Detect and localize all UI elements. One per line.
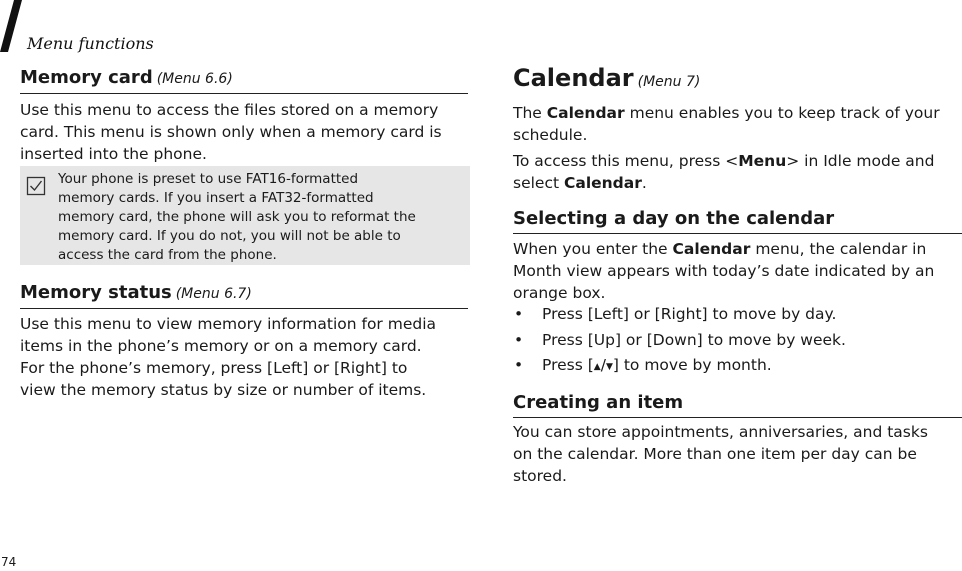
- bullet-mark: •: [514, 356, 524, 374]
- text-run: ] to move by month.: [612, 356, 772, 374]
- text-run: orange box.: [513, 284, 606, 302]
- calendar-menu-ref: (Menu 7): [637, 74, 701, 90]
- note-line: Your phone is preset to use FAT16-formatted: [58, 171, 359, 187]
- note-check-icon: [26, 176, 46, 196]
- memory-status-line: items in the phone’s memory or on a memory card.: [20, 337, 422, 355]
- text-run: When you enter the: [513, 240, 673, 258]
- calendar-access: [513, 150, 962, 194]
- text-run: menu enables you to keep track of your: [624, 104, 940, 122]
- text-run: select: [513, 174, 564, 192]
- text-run: schedule.: [513, 126, 588, 144]
- up-arrow-icon: ▲: [593, 362, 601, 372]
- list-item: [513, 302, 962, 328]
- creating-line: stored.: [513, 467, 567, 485]
- memory-status-line: For the phone’s memory, press [Left] or [Right] to: [20, 359, 408, 377]
- list-item-text: Press [Left] or [Right] to move by day.: [542, 305, 837, 323]
- note-line: memory card, the phone will ask you to reformat the: [58, 209, 416, 225]
- running-head: Menu functions: [27, 34, 154, 53]
- calendar-bold: Calendar: [563, 174, 642, 192]
- creating-item-heading: Creating an item: [513, 392, 962, 418]
- memory-status-body: [20, 313, 468, 401]
- memory-status-line: view the memory status by size or number of items.: [20, 381, 427, 399]
- selecting-day-heading: Selecting a day on the calendar: [513, 208, 962, 234]
- note-line: memory cards. If you insert a FAT32-formatted: [58, 190, 374, 206]
- memory-status-heading: [20, 282, 468, 309]
- calendar-intro: [513, 102, 962, 146]
- memory-status-title: Memory status: [20, 282, 172, 303]
- text-run: The: [513, 104, 547, 122]
- page-number: 74: [1, 555, 17, 569]
- memory-status-menu-ref: (Menu 6.7): [175, 286, 252, 302]
- selecting-body: [513, 238, 962, 304]
- calendar-bold: Calendar: [672, 240, 751, 258]
- memory-card-title: Memory card: [20, 67, 153, 88]
- down-arrow-icon: ▼: [605, 362, 613, 372]
- text-run: > in Idle mode and: [786, 152, 935, 170]
- text-run: Press [: [542, 356, 594, 374]
- bullet-mark: •: [514, 305, 524, 323]
- memory-card-heading: [20, 67, 468, 94]
- note-text: [58, 170, 460, 265]
- memory-card-menu-ref: (Menu 6.6): [156, 71, 233, 87]
- memory-status-line: Use this menu to view memory information for media: [20, 315, 437, 333]
- note-line: access the card from the phone.: [58, 247, 277, 263]
- navigation-list: [513, 302, 962, 381]
- text-run: To access this menu, press <: [513, 152, 739, 170]
- menu-key-bold: Menu: [738, 152, 787, 170]
- calendar-title: Calendar: [513, 64, 634, 92]
- calendar-bold: Calendar: [546, 104, 625, 122]
- calendar-heading: [513, 64, 700, 92]
- note-box: [20, 166, 470, 265]
- text-run: /: [600, 356, 606, 374]
- text-run: .: [641, 174, 647, 192]
- text-run: menu, the calendar in: [750, 240, 927, 258]
- creating-body: [513, 421, 962, 487]
- bullet-mark: •: [514, 330, 524, 349]
- creating-line: on the calendar. More than one item per day can be: [513, 445, 917, 463]
- list-item: [513, 328, 962, 354]
- list-item: [513, 353, 962, 381]
- creating-line: You can store appointments, anniversaries, and tasks: [513, 423, 928, 441]
- memory-card-body: Use this menu to access the files stored on a memory card. This menu is shown only when a memory card is inserted into the phone.: [20, 101, 442, 163]
- list-item-text: Press [Up] or [Down] to move by week.: [542, 330, 846, 349]
- header-accent-bar: [0, 0, 22, 52]
- text-run: Month view appears with today’s date indicated by an: [513, 262, 935, 280]
- note-line: memory card. If you do not, you will not be able to: [58, 228, 401, 244]
